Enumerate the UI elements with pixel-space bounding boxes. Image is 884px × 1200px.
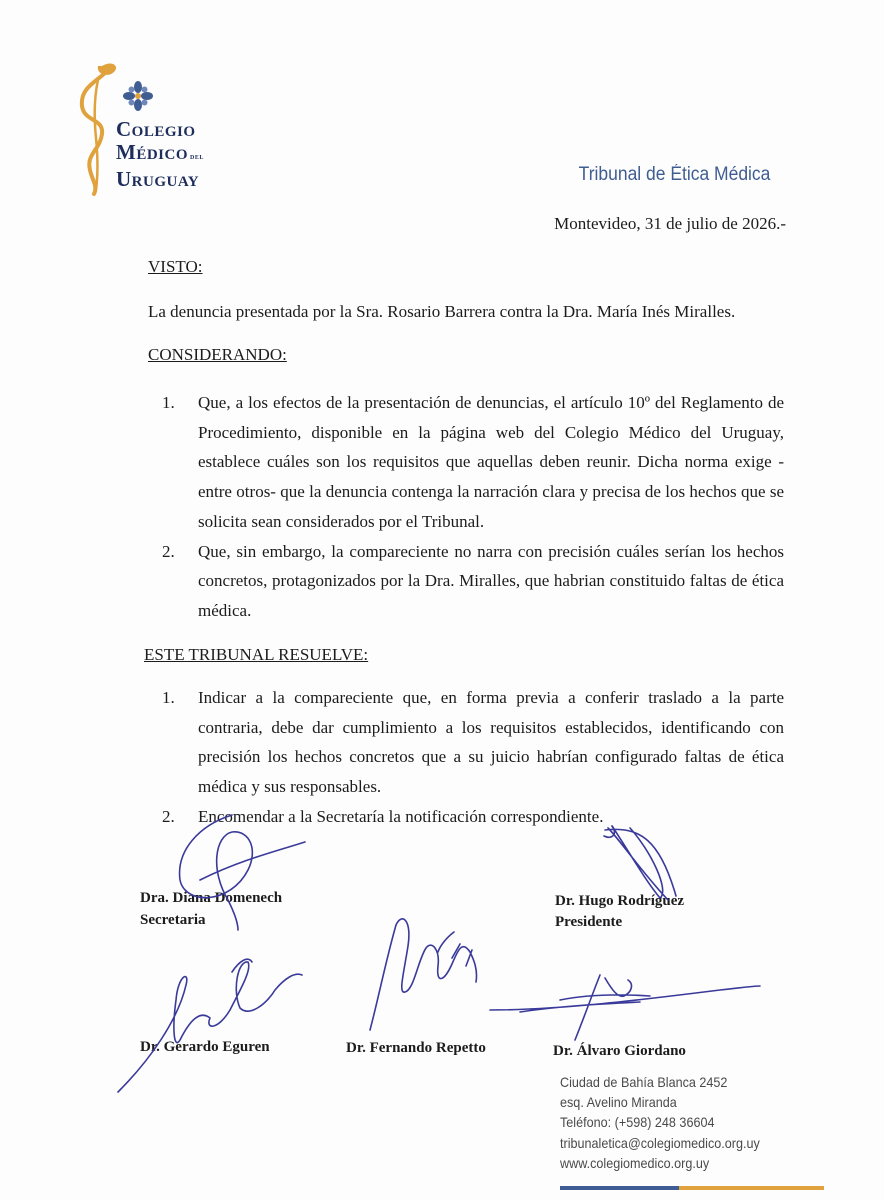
signature-repetto — [370, 919, 477, 1030]
signatory-eguren-name: Dr. Gerardo Eguren — [140, 1039, 270, 1055]
logo-line-1: Colegio — [116, 117, 196, 141]
signatory-repetto-name: Dr. Fernando Repetto — [346, 1040, 486, 1056]
footer-address: Ciudad de Bahía Blanca 2452 — [560, 1074, 728, 1090]
footer-phone: Teléfono: (+598) 248 36604 — [560, 1114, 715, 1131]
footer-divider-bar — [560, 1186, 824, 1190]
considerando-heading: CONSIDERANDO: — [148, 345, 287, 364]
item-text: Que, a los efectos de la presentación de denuncias, el artículo 10º del Reglamento de Procedimiento, disponible en la página web del Colegio Médico del Uruguay, establece cuáles son los requisitos que aquellas deben reunir. Dicha norma exige -entre otros- que la denuncia contenga la narración clara y precisa de los hechos que se solicita sean considerados por el Tribunal. — [198, 393, 784, 531]
item-number: 2. — [162, 541, 175, 561]
item-number: 2. — [162, 806, 175, 826]
flower-icon — [123, 81, 153, 111]
signatory-domenech-role: Secretaria — [140, 912, 206, 928]
footer-contact — [560, 1072, 760, 1173]
list-item — [162, 683, 784, 802]
list-item — [162, 388, 784, 537]
logo-line-2-main: Médico — [116, 140, 188, 164]
colegio-medico-logo — [68, 58, 258, 198]
signatory-rodriguez-name: Dr. Hugo Rodríguez — [555, 893, 685, 909]
footer-corner: esq. Avelino Miranda — [560, 1094, 677, 1111]
item-number: 1. — [162, 393, 175, 412]
logo-line-2-small: del — [190, 151, 204, 161]
list-item — [162, 802, 784, 832]
item-text: Indicar a la compareciente que, en forma previa a conferir traslado a la parte contraria, debe dar cumplimiento a los requisitos establecidos, identificando con precisión los hechos concretos que a su juicio habrían configurado faltas de ética médica y sus responsables. — [198, 688, 784, 797]
tribunal-title: Tribunal de Ética Médica — [578, 164, 770, 185]
list-item — [162, 537, 784, 626]
logo-line-2 — [116, 141, 204, 168]
logo-line-3: Uruguay — [116, 167, 200, 191]
considerando-list — [162, 388, 784, 626]
signatory-rodriguez-role: Presidente — [555, 914, 623, 930]
item-number: 1. — [162, 688, 175, 707]
footer-email[interactable]: tribunaletica@colegiomedico.org.uy — [560, 1134, 760, 1151]
signature-eguren — [118, 959, 302, 1092]
item-text: Que, sin embargo, la compareciente no narra con precisión cuáles serían los hechos concretos, protagonizados por la Dra. Miralles, que habrian constituido faltas de ética médica. — [198, 541, 784, 620]
signature-giordano — [490, 975, 760, 1040]
signatory-giordano-name: Dr. Álvaro Giordano — [553, 1043, 686, 1059]
footer-website[interactable]: www.colegiomedico.org.uy — [560, 1154, 710, 1171]
visto-text: La denuncia presentada por la Sra. Rosario Barrera contra la Dra. María Inés Miralles. — [148, 302, 736, 321]
resuelve-list — [162, 683, 784, 832]
resuelve-heading: ESTE TRIBUNAL RESUELVE: — [144, 645, 369, 664]
item-text: Encomendar a la Secretaría la notificación correspondiente. — [198, 806, 604, 826]
signatory-domenech-name: Dra. Diana Domenech — [140, 890, 283, 906]
document-date: Montevideo, 31 de julio de 2026.- — [554, 214, 786, 233]
signature-rodriguez — [605, 826, 676, 900]
logo-wordmark — [116, 118, 204, 191]
visto-heading: VISTO: — [148, 257, 203, 276]
